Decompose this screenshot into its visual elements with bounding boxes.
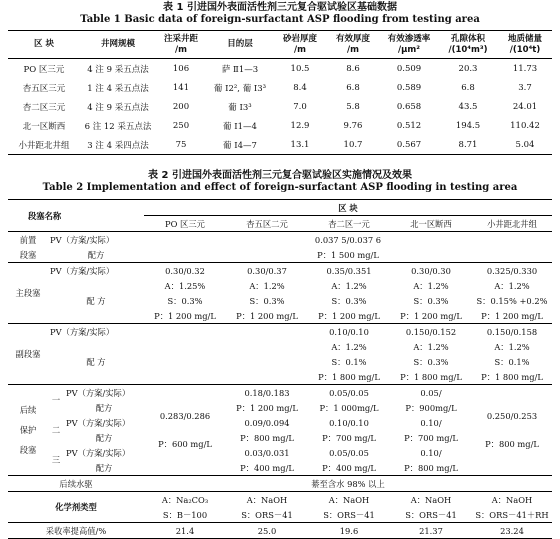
- table1-cell: 0.589: [396, 82, 422, 93]
- xe-pv1: 0.05/0.05: [329, 387, 369, 398]
- table1-cell: 106: [172, 63, 190, 74]
- sub-a: A：1.2%: [413, 341, 449, 352]
- pre-slug-row: [8, 232, 552, 248]
- main-s: S：0.3%: [331, 295, 367, 306]
- table1-caption-en: Table 1 Basic data of foreign-surfactant ASP flooding from testing area: [80, 14, 480, 25]
- post-slug-row: [8, 445, 552, 460]
- table2-caption-en: Table 2 Implementation and effect of foreign-surfactant ASP flooding in testing area: [42, 182, 518, 193]
- table1-body: [8, 59, 552, 155]
- table1-cell: 0.567: [396, 139, 422, 150]
- table1-cell: 194.5: [455, 120, 481, 131]
- table1-cell: 20.3: [458, 63, 478, 74]
- table1-header: 孔隙体积 /(10⁴m³): [448, 33, 488, 55]
- table2: [8, 199, 552, 539]
- chem-a: A：Na₂CO₃: [161, 494, 209, 505]
- post-slug-name: 后续: [19, 405, 37, 415]
- table1-cell: 杏五区三元: [22, 83, 66, 94]
- table2-caption-cn: 表 2 引进国外表面活性剂三元复合驱试验区实施情况及效果: [148, 170, 412, 181]
- table2-caption: [0, 170, 560, 194]
- main-s: S：0.15% +0.2%: [476, 295, 548, 306]
- sub-pv: 0.10/0.10: [329, 326, 369, 337]
- water-flood-value: 綦至含水 98% 以上: [311, 478, 385, 489]
- post-slug-row: [8, 415, 552, 430]
- table1: [8, 30, 552, 155]
- table2-header-row: [8, 200, 552, 216]
- main-a: A：1.25%: [164, 280, 206, 291]
- main-pv: 0.325/0.330: [486, 265, 538, 276]
- recovery-value: 19.6: [339, 525, 359, 536]
- post-index: 一: [51, 395, 61, 405]
- xj-post-pv: 0.250/0.253 P：800 mg/L: [472, 385, 552, 476]
- main-a: A：1.2%: [249, 280, 285, 291]
- recovery-value: 25.0: [257, 525, 277, 536]
- table1-header-row: [8, 31, 552, 59]
- chem-a: A：NaOH: [491, 494, 533, 505]
- table1-cell: 葡 Ⅰ1—4: [223, 121, 257, 132]
- post-pv-label: PV（方案/实际）: [66, 417, 131, 428]
- xw-p1: P：1 200 mg/L: [236, 402, 298, 413]
- bd-p3: P：800 mg/L: [404, 462, 458, 473]
- recovery-row: [8, 523, 552, 539]
- post-slug-row: [8, 430, 552, 445]
- sub-pv-label: PV（方案/实际）: [50, 326, 115, 337]
- table1-header: 井网规模: [100, 39, 135, 49]
- table1-cell: 北一区断西: [22, 121, 66, 132]
- table1-cell: 250: [172, 120, 190, 131]
- area-name: PO 区三元: [165, 218, 205, 229]
- sub-p: P：1 800 mg/L: [400, 371, 462, 382]
- table1-row: [8, 97, 552, 116]
- sub-p: [226, 369, 308, 385]
- main-pv-label: PV（方案/实际）: [50, 265, 115, 276]
- recovery-value: 23.24: [500, 525, 524, 536]
- xe-pv2: 0.10/0.10: [329, 417, 369, 428]
- xw-p3: P：400 mg/L: [240, 462, 294, 473]
- xj-post-recipe: P：800 mg/L: [485, 439, 539, 449]
- pre-recipe-value: P：1 500 mg/L: [317, 249, 379, 260]
- water-flood-label: 后续水驱: [59, 478, 93, 489]
- main-pv: 0.30/0.30: [411, 265, 451, 276]
- table1-header: 砂岩厚度 /m: [282, 33, 317, 55]
- sub-recipe-label: 配 方: [86, 356, 106, 367]
- table1-cell: 0.509: [396, 63, 422, 74]
- sub-s: S：0.3%: [413, 356, 449, 367]
- post-recipe-label: 配方: [95, 402, 113, 413]
- table1-cell: 75: [175, 139, 187, 150]
- area-name: 北一区断西: [410, 218, 452, 229]
- stage-name-header: 段塞名称: [28, 210, 62, 221]
- table1-cell: 11.73: [512, 63, 538, 74]
- main-p: P：1 200 mg/L: [400, 310, 462, 321]
- pre-recipe-label: 配方: [87, 249, 105, 260]
- table1-cell: 8.71: [458, 139, 478, 150]
- table1-cell: 141: [172, 82, 190, 93]
- sub-s: [226, 354, 308, 369]
- xw-pv1: 0.18/0.183: [244, 387, 290, 398]
- pre-pv-label: PV（方案/实际）: [50, 234, 115, 245]
- table1-caption: [0, 2, 560, 26]
- sub-a: A：1.2%: [494, 341, 530, 352]
- table1-header: 注采井距 /m: [163, 33, 198, 55]
- xe-pv3: 0.05/0.05: [329, 447, 369, 458]
- area-header: 区 块: [144, 200, 552, 216]
- table1-cell: 110.42: [510, 120, 540, 131]
- post-slug-name: 保护: [19, 425, 37, 435]
- bd-pv2: 0.10/: [420, 417, 442, 428]
- chem-a: A：NaOH: [246, 494, 288, 505]
- table1-cell: 12.9: [290, 120, 310, 131]
- main-p: P：1 200 mg/L: [236, 310, 298, 321]
- table1-header: 地质储量 /(10⁴t): [507, 33, 542, 55]
- sub-pv: [226, 324, 308, 340]
- sub-pv: [144, 324, 226, 340]
- post-slug-row: [8, 460, 552, 476]
- pre-slug-name: 前置: [19, 234, 37, 245]
- sub-slug-row: [8, 339, 552, 354]
- sub-slug-row: [8, 324, 552, 340]
- table1-cell: 0.658: [396, 101, 422, 112]
- sub-pv: 0.150/0.158: [486, 326, 538, 337]
- table1-cell: 杏二区三元: [22, 102, 66, 113]
- table1-row: [8, 116, 552, 135]
- table1-row: [8, 135, 552, 155]
- bd-pv3: 0.10/: [420, 447, 442, 458]
- chem-s: S：ORS－41: [323, 509, 375, 520]
- main-s: S：0.3%: [413, 295, 449, 306]
- table1-cell: 0.512: [396, 120, 422, 131]
- table1-header: 有效厚度 /m: [335, 33, 370, 55]
- water-flood-row: [8, 476, 552, 492]
- sub-p: [144, 369, 226, 385]
- chem-a: A：NaOH: [328, 494, 370, 505]
- sub-slug-name: 副段塞: [15, 349, 41, 359]
- area-name: 小井距北井组: [487, 218, 537, 229]
- table1-header: 目的层: [227, 39, 253, 49]
- sub-a: A：1.2%: [331, 341, 367, 352]
- main-s: S：0.3%: [249, 295, 285, 306]
- post-recipe-label: 配方: [95, 462, 113, 473]
- chem-s: S：ORS－41＋RH: [475, 509, 549, 520]
- xw-pv3: 0.03/0.031: [244, 447, 290, 458]
- post-pv-label: PV（方案/实际）: [66, 387, 131, 398]
- table1-cell: 10.7: [343, 139, 363, 150]
- sub-s: S：0.1%: [331, 356, 367, 367]
- chem-type-label: 化学剂类型: [55, 502, 97, 512]
- recovery-label: 采收率提高值/%: [45, 525, 107, 536]
- table1-cell: 小井距北井组: [18, 140, 70, 151]
- sub-p: P：1 800 mg/L: [481, 371, 543, 382]
- post-recipe-label: 配方: [95, 432, 113, 443]
- recovery-value: 21.4: [175, 525, 195, 536]
- main-pv: 0.35/0.351: [326, 265, 372, 276]
- table1-cell: 7.0: [293, 101, 307, 112]
- main-pv: 0.30/0.32: [165, 265, 205, 276]
- table1-cell: 6 注 12 采五点法: [84, 121, 152, 132]
- table1-header: 有效渗透率 /μm²: [387, 33, 431, 55]
- area-name: 杏五区二元: [246, 218, 288, 229]
- main-pv: 0.30/0.37: [247, 265, 287, 276]
- post-index: 二: [51, 425, 61, 435]
- main-a: A：1.2%: [331, 280, 367, 291]
- main-slug-row: [8, 278, 552, 293]
- chem-s: S：B－100: [162, 509, 208, 520]
- sub-pv: 0.150/0.152: [405, 326, 457, 337]
- table1-cell: 4 注 9 采五点法: [87, 102, 149, 113]
- xw-p2: P：800 mg/L: [240, 432, 294, 443]
- pre-pv-value: 0.037 5/0.037 6: [314, 234, 382, 245]
- main-p: P：1 200 mg/L: [154, 310, 216, 321]
- main-a: A：1.2%: [413, 280, 449, 291]
- table1-row: [8, 78, 552, 97]
- sub-p: P：1 800 mg/L: [318, 371, 380, 382]
- table1-cell: 葡 Ⅰ3³: [228, 102, 252, 113]
- pre-slug-name: 段塞: [19, 249, 37, 260]
- sub-s: S：0.1%: [494, 356, 530, 367]
- chem-type-row: [8, 492, 552, 508]
- sub-a: [226, 339, 308, 354]
- po-post-pv: 0.283/0.286 P：600 mg/L: [144, 385, 226, 476]
- main-a: A：1.2%: [494, 280, 530, 291]
- chem-a: A：NaOH: [410, 494, 452, 505]
- post-pv-label: PV（方案/实际）: [66, 447, 131, 458]
- table1-cell: 5.04: [515, 139, 535, 150]
- bd-p1: P：900mg/L: [405, 402, 457, 413]
- table1-cell: 13.1: [290, 139, 310, 150]
- pre-slug-row: [8, 247, 552, 263]
- main-s: S：0.3%: [167, 295, 203, 306]
- table1-cell: 1 注 4 采五点法: [87, 83, 149, 94]
- table1-cell: 43.5: [458, 101, 478, 112]
- main-p: P：1 200 mg/L: [318, 310, 380, 321]
- table1-cell: 萨 Ⅱ1—3: [221, 64, 259, 75]
- table1-caption-cn: 表 1 引进国外表面活性剂三元复合驱试验区基础数据: [163, 2, 397, 13]
- table1-cell: 6.8: [346, 82, 360, 93]
- chem-s: S：ORS－41: [241, 509, 293, 520]
- sub-s: [144, 354, 226, 369]
- table1-cell: 6.8: [461, 82, 475, 93]
- table1-cell: 3 注 4 采四点法: [87, 140, 149, 151]
- sub-a: [144, 339, 226, 354]
- po-post-recipe: P：600 mg/L: [158, 439, 212, 449]
- table1-cell: 8.4: [293, 82, 307, 93]
- table1-cell: 9.76: [343, 120, 363, 131]
- table1-cell: PO 区三元: [23, 64, 65, 75]
- post-slug-row: [8, 385, 552, 401]
- table1-cell: 8.6: [346, 63, 360, 74]
- xe-p3: P：400 mg/L: [322, 462, 376, 473]
- table1-cell: 4 注 9 采五点法: [87, 64, 149, 75]
- table1-row: [8, 59, 552, 79]
- table1-cell: 10.5: [290, 63, 310, 74]
- table1-cell: 3.7: [518, 82, 532, 93]
- table1-cell: 葡 Ⅰ4—7: [223, 140, 257, 151]
- main-recipe-label: 配 方: [86, 295, 106, 306]
- xe-p2: P：700 mg/L: [322, 432, 376, 443]
- table1-cell: 葡 Ⅰ2², 葡 Ⅰ3³: [213, 83, 267, 94]
- main-p: P：1 200 mg/L: [481, 310, 543, 321]
- post-slug-name: 段塞: [19, 445, 37, 455]
- chem-s: S：ORS－41: [405, 509, 457, 520]
- recovery-value: 21.37: [419, 525, 443, 536]
- xw-pv2: 0.09/0.094: [244, 417, 290, 428]
- table1-cell: 5.8: [346, 101, 360, 112]
- bd-pv1: 0.05/: [420, 387, 442, 398]
- main-slug-name: 主段塞: [15, 288, 41, 298]
- table1-header: 区 块: [34, 39, 54, 49]
- bd-p2: P：700 mg/L: [404, 432, 458, 443]
- post-slug-row: [8, 400, 552, 415]
- xe-p1: P：1 000mg/L: [319, 402, 379, 413]
- area-name: 杏二区一元: [328, 218, 370, 229]
- table1-cell: 200: [172, 101, 190, 112]
- table1-cell: 24.01: [512, 101, 538, 112]
- post-index: 三: [51, 455, 61, 465]
- main-slug-row: [8, 263, 552, 279]
